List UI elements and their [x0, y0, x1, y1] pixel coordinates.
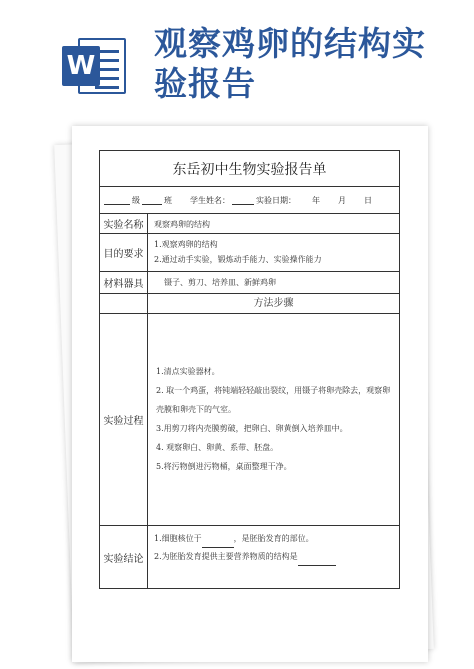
experiment-name-label: 实验名称	[100, 214, 148, 233]
report-form	[99, 150, 400, 589]
conclusion-blank-1	[202, 538, 234, 548]
materials-row	[100, 272, 399, 294]
student-name-blank	[232, 196, 254, 205]
experiment-name-value: 观察鸡卵的结构	[154, 220, 210, 229]
conclusion-line-2	[154, 548, 393, 566]
student-info-row	[100, 187, 399, 214]
class-label: 班	[164, 195, 172, 205]
year-label: 年	[312, 195, 320, 205]
conclusion-label: 实验结论	[100, 526, 148, 588]
word-icon	[62, 36, 128, 96]
experiment-name-row	[100, 214, 399, 234]
process-step: 1.清点实验器材。	[156, 367, 220, 376]
purpose-item: 1.观察鸡卵的结构	[154, 240, 218, 249]
process-label: 实验过程	[100, 314, 148, 525]
class-blank	[142, 196, 162, 205]
method-title: 方法步骤	[253, 298, 294, 309]
date-label: 实验日期：	[256, 195, 296, 205]
process-step: 2. 取一个鸡蛋，将钝端轻轻敲出裂纹，用镊子将卵壳除去，观察卵壳膜和卵壳下的气室。	[156, 386, 391, 414]
materials-label: 材料器具	[100, 272, 148, 293]
purpose-row	[100, 234, 399, 272]
form-heading: 东岳初中生物实验报告单	[100, 151, 399, 187]
process-step: 4. 观察卵白、卵黄、系带、胚盘。	[156, 443, 279, 452]
conclusion-value	[148, 526, 399, 588]
conclusion-line-2-prefix: 2.为胚胎发育提供主要营养物质的结构是	[154, 552, 298, 561]
conclusion-row	[100, 526, 399, 588]
purpose-item: 2.通过动手实验，锻炼动手能力、实验操作能力	[154, 255, 322, 264]
materials-value: 镊子、剪刀、培养皿、新鲜鸡卵	[164, 278, 276, 287]
page-title: 观察鸡卵的结构实验报告	[154, 24, 426, 103]
process-step: 5.将污物倒进污物桶，桌面整理干净。	[156, 462, 292, 471]
month-label: 月	[338, 195, 346, 205]
purpose-label: 目的要求	[100, 234, 148, 271]
process-step: 3.用剪刀将内壳膜剪破，把卵白、卵黄倒入培养皿中。	[156, 424, 348, 433]
conclusion-line-1-prefix: 1.细胞核位于	[154, 534, 202, 543]
conclusion-line-1-suffix: ，是胚胎发育的部位。	[233, 534, 314, 543]
grade-label: 级	[132, 195, 140, 205]
purpose-value	[148, 234, 399, 271]
student-name-label: 学生姓名：	[190, 195, 230, 205]
process-row	[100, 314, 399, 526]
word-badge: W	[62, 46, 100, 86]
method-row	[100, 294, 399, 314]
process-steps	[148, 314, 399, 525]
method-label-cell	[100, 294, 148, 313]
grade-blank	[104, 196, 130, 205]
conclusion-line-1	[154, 530, 393, 548]
day-label: 日	[364, 195, 372, 205]
conclusion-blank-2	[298, 556, 336, 566]
